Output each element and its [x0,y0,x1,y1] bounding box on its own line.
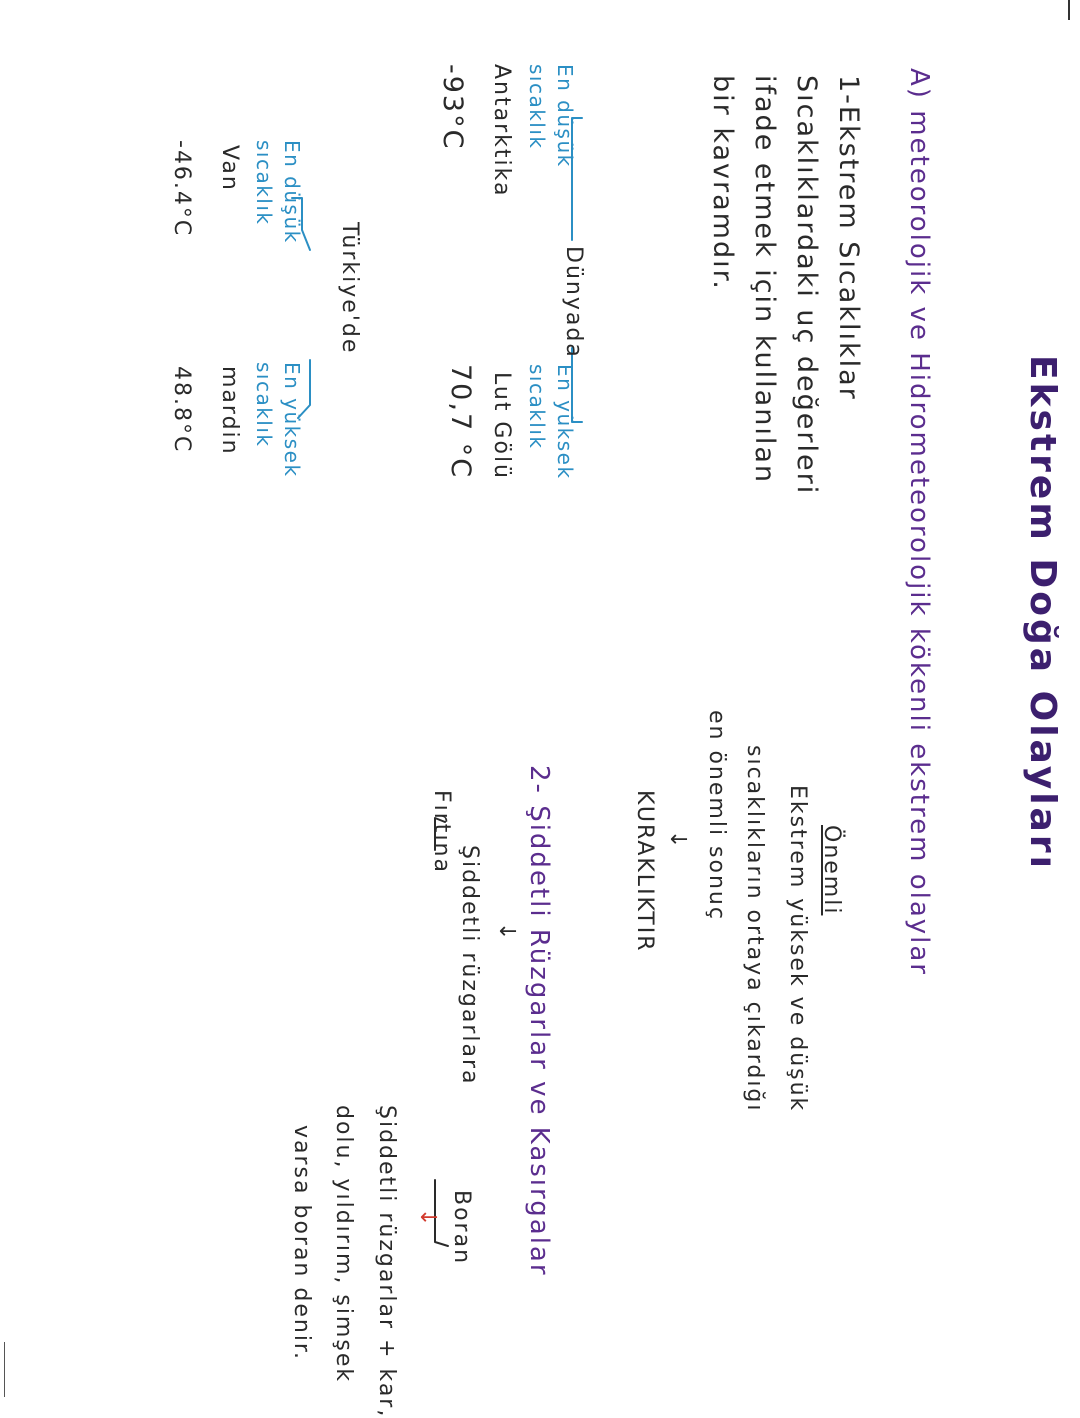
item1-line1: Sıcaklıklardaki uç değerleri [791,75,822,496]
world-label: Dünyada [561,246,586,359]
world-low-value: -93°C [437,64,468,151]
boran-arrow: ↓ [415,1208,440,1227]
turkey-low-place: Van [217,145,242,192]
turkey-high-label-2: sıcaklık [252,362,276,448]
item1-heading: 1-Ekstrem Sıcaklıklar [833,75,864,401]
world-low-label-2: sıcaklık [525,64,549,150]
important-line1: Ekstrem yüksek ve düşük [785,785,810,1113]
important-arrow: ↓ [665,830,690,851]
turkey-high-label-1: En yüksek [280,362,304,478]
boran-def-line3: varsa boran denir. [289,1125,314,1361]
item2-heading: 2- Şiddetli Rüzgarlar ve Kasırgalar [524,765,554,1277]
world-high-value: 70,7 °C [445,364,476,480]
boran-def-line2: dolu, yıldırım, şimşek [331,1105,356,1384]
important-line2: sıcaklıkların ortaya çıkardığı [742,745,767,1113]
turkey-low-label-1: En düşük [280,140,304,244]
item1-line3: bir kavramdır. [707,75,738,291]
turkey-label: Türkiye'de [337,222,362,355]
item1-line2: ifade etmek için kullanılan [749,75,780,484]
turkey-low-value: -46.4°C [169,140,194,238]
turkey-high-value: 48.8°C [169,366,194,454]
turkey-high-place: mardin [217,366,242,456]
world-high-label-1: En yüksek [553,364,577,480]
world-high-label-2: sıcaklık [525,364,549,450]
important-result: KURAKLIKTIR [632,790,657,953]
boran-def-line1: Şiddetli rüzgarlar + kar, [374,1105,399,1418]
world-low-place: Antarktika [489,64,514,198]
item2-sub: Şiddetli rüzgarlara [457,845,482,1086]
important-heading: Önemli [819,825,844,916]
turkey-low-label-2: sıcaklık [252,140,276,226]
important-line3: en önemli sonuç [704,710,729,921]
section-a-heading: A) meteorolojik ve Hidrometeorolojik kökenli ekstrem olaylar [904,68,934,976]
storm-label: Fırtına [429,790,454,874]
world-high-place: Lut Gölü [489,372,514,480]
item2-arrow: ↓ [494,922,519,943]
world-low-label-1: En düşük [553,64,577,168]
page-title: Ekstrem Doğa Olayları [1022,355,1063,871]
boran-label: Boran [449,1190,474,1266]
